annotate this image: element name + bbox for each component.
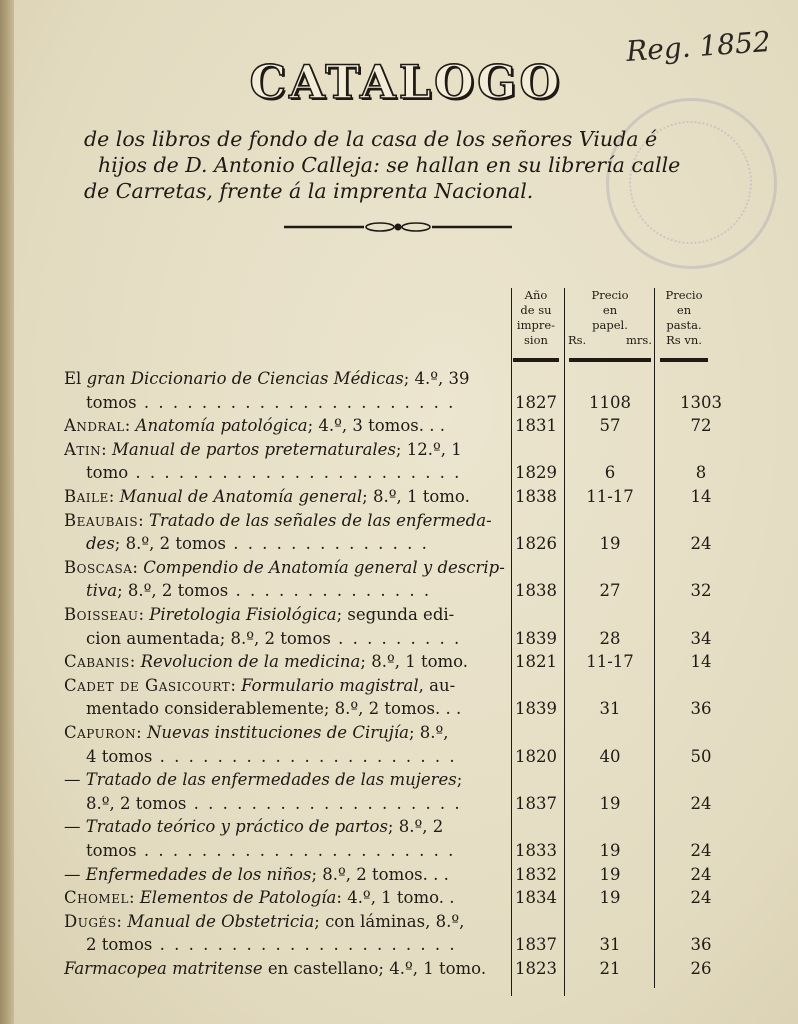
- entry-detail: ; 8.º, 2 tomos: [117, 581, 229, 601]
- entry-price-papel: 19: [599, 888, 621, 908]
- entry-year: 1838: [515, 581, 557, 601]
- entry-detail: ; con láminas, 8.º,: [314, 911, 465, 931]
- entry-text: [64, 863, 510, 886]
- entry-year: 1833: [515, 841, 557, 860]
- entry-title: Farmacopea matritense: [64, 959, 263, 978]
- entry-price-papel: 19: [599, 793, 621, 813]
- entry-text: [64, 815, 510, 838]
- entry-text: [64, 910, 510, 933]
- entry-text: [86, 697, 510, 720]
- ornament-divider-icon: [284, 220, 512, 234]
- entry-title: gran Diccionario de Ciencias Médicas: [86, 369, 404, 388]
- entry-author: Cabanis: [64, 652, 130, 672]
- entry-separator: :: [138, 605, 150, 624]
- table-row: [14, 627, 798, 650]
- entry-year: 1834: [515, 888, 557, 908]
- entry-price-papel: 19: [599, 534, 621, 554]
- entry-year: 1820: [515, 746, 557, 766]
- entry-price-pasta: 24: [690, 534, 712, 554]
- entry-detail: 2 tomos: [86, 935, 153, 955]
- entry-detail: tomos: [86, 392, 137, 412]
- entry-price-pasta: 36: [690, 699, 712, 719]
- table-row: [14, 367, 798, 390]
- entry-text: [64, 674, 510, 697]
- table-row: [14, 957, 798, 980]
- entry-year: 1832: [515, 864, 557, 884]
- entry-text: [86, 933, 510, 956]
- table-row: [14, 532, 798, 555]
- entry-price-pasta: 14: [690, 652, 712, 672]
- entry-author: Baile: [64, 487, 109, 506]
- entry-detail: ; segunda edi-: [336, 605, 455, 624]
- entry-detail: 4 tomos: [86, 746, 153, 766]
- entry-title: Tratado de las señales de las enfermeda-: [148, 510, 492, 530]
- entry-separator: :: [138, 510, 149, 530]
- entry-author: Chomel: [64, 888, 129, 908]
- entry-separator: :: [128, 888, 140, 908]
- entry-author: Dugés: [64, 911, 117, 931]
- entry-leader-dots: . . . . . . . . . . . . . . . . . . . . . . .: [128, 463, 462, 483]
- entry-detail: ; 8.º, 2: [387, 817, 444, 837]
- entry-text: [86, 461, 510, 484]
- catalog-page: [14, 0, 798, 1024]
- entry-author: El: [64, 369, 82, 388]
- entry-price-papel: 6: [604, 463, 616, 483]
- entry-title: Anatomía patológica: [135, 416, 308, 436]
- entry-text: [64, 556, 510, 579]
- table-row: [14, 650, 798, 673]
- table-row: [14, 556, 798, 579]
- entry-detail: , au-: [418, 675, 456, 695]
- header-unit: Rs.: [568, 333, 587, 347]
- entry-price-pasta: 24: [690, 864, 712, 884]
- header-unit: mrs.: [626, 333, 652, 347]
- entry-detail: ; 8.º, 2 tomos. . .: [311, 864, 449, 884]
- entry-price-pasta: 36: [690, 935, 712, 955]
- entry-text: [64, 650, 510, 673]
- entry-text: [86, 839, 510, 862]
- entry-author: —: [64, 817, 81, 837]
- entry-price-papel: 19: [599, 841, 621, 860]
- entry-leader-dots: . . . . . . . . . . . . . .: [228, 581, 432, 601]
- column-header-year: [512, 288, 560, 348]
- entry-price-papel: 31: [599, 699, 621, 719]
- entry-title: des: [86, 534, 115, 554]
- entry-text: [64, 367, 510, 390]
- entry-separator: :: [230, 675, 242, 695]
- table-row: [14, 438, 798, 461]
- entry-title: Tratado teórico y práctico de partos: [85, 817, 388, 837]
- entry-author: Cadet de Gasicourt: [64, 675, 231, 695]
- header-line: Año: [524, 288, 548, 302]
- entry-detail: ; 4.º, 39: [403, 369, 470, 388]
- entry-separator: :: [124, 416, 136, 436]
- entry-detail: ; 8.º, 2 tomos: [114, 534, 226, 554]
- entry-price-papel: 31: [599, 935, 621, 955]
- entry-author: Boisseau: [64, 605, 139, 624]
- subtitle-line: hijos de D. Antonio Calleja: se hallan en su librería calle: [98, 153, 681, 177]
- entry-detail: : 4.º, 1 tomo. .: [336, 888, 455, 908]
- entry-author: Beaubais: [64, 510, 139, 530]
- entry-title: tiva: [86, 581, 118, 601]
- entry-text: [86, 532, 510, 555]
- entry-detail: ; 8.º,: [408, 723, 449, 742]
- header-rule: [569, 358, 651, 362]
- table-row: [14, 792, 798, 815]
- entry-text: [64, 721, 510, 744]
- entry-text: [86, 627, 510, 650]
- column-header-pasta: [656, 288, 712, 348]
- subtitle-line: de los libros de fondo de la casa de los señores Viuda é: [84, 127, 658, 151]
- entry-title: Elementos de Patología: [139, 888, 337, 908]
- table-row: [14, 933, 798, 956]
- entry-year: 1839: [515, 628, 557, 648]
- header-line: en: [676, 303, 692, 317]
- table-row: [14, 910, 798, 933]
- header-line: pasta.: [666, 318, 702, 332]
- header-line: en: [602, 303, 618, 317]
- entry-price-pasta: 32: [690, 581, 712, 601]
- entry-year: 1837: [515, 935, 557, 955]
- entry-leader-dots: . . . . . . . . . . . . . . . . . . . . . .: [136, 392, 456, 412]
- entry-detail: 8.º, 2 tomos: [86, 793, 187, 813]
- entry-title: Enfermedades de los niños: [85, 864, 312, 884]
- entry-price-papel: 27: [599, 581, 621, 601]
- entry-leader-dots: . . . . . . . . . . . . . .: [225, 534, 429, 554]
- entry-price-pasta: 26: [690, 959, 712, 978]
- entry-detail: ; 8.º, 1 tomo.: [362, 487, 470, 506]
- entry-title: Manual de Obstetricia: [127, 911, 315, 931]
- entry-detail: ; 12.º, 1: [395, 439, 462, 459]
- entry-text: [64, 768, 510, 791]
- entry-price-papel: 11-17: [586, 487, 634, 506]
- subtitle: [84, 126, 744, 204]
- entry-title: Manual de partos preternaturales: [111, 439, 396, 459]
- table-row: [14, 886, 798, 909]
- entry-author: —: [64, 770, 81, 790]
- header-rule: [513, 358, 559, 362]
- entry-detail: cion aumentada; 8.º, 2 tomos: [86, 628, 331, 648]
- entry-price-papel: 28: [599, 628, 621, 648]
- entry-author: Capuron: [64, 723, 137, 742]
- entry-year: 1837: [515, 793, 557, 813]
- entry-text: [64, 414, 510, 437]
- header-line: impre-: [516, 318, 556, 332]
- entry-price-pasta: 24: [690, 841, 712, 860]
- entry-year: 1823: [515, 959, 557, 978]
- entry-leader-dots: . . . . . . . . .: [330, 628, 462, 648]
- entry-leader-dots: . . . . . . . . . . . . . . . . . . . . .: [152, 935, 457, 955]
- entry-year: 1839: [515, 699, 557, 719]
- entry-author: Andral: [64, 416, 125, 436]
- entry-detail: tomo: [86, 463, 129, 483]
- entry-title: Tratado de las enfermedades de las mujeres: [85, 770, 457, 790]
- entry-detail: mentado considerablemente; 8.º, 2 tomos. . .: [86, 699, 462, 719]
- entry-separator: :: [129, 652, 141, 672]
- book-spine: [0, 0, 14, 1024]
- entry-detail: ;: [456, 770, 463, 790]
- entry-year: 1821: [515, 652, 557, 672]
- entry-separator: :: [108, 487, 120, 506]
- entry-text: [86, 745, 510, 768]
- entry-price-pasta: 50: [690, 746, 712, 766]
- entry-title: Nuevas instituciones de Cirujía: [146, 723, 409, 742]
- entry-price-pasta: 1303: [680, 392, 722, 412]
- table-row: [14, 461, 798, 484]
- entry-text: [64, 485, 510, 508]
- header-line: Precio: [665, 288, 703, 302]
- entry-text: [86, 391, 510, 414]
- table-row: [14, 745, 798, 768]
- entry-text: [64, 438, 510, 461]
- entry-price-papel: 21: [599, 959, 621, 978]
- entry-price-pasta: 34: [690, 628, 712, 648]
- table-row: [14, 391, 798, 414]
- entry-leader-dots: . . . . . . . . . . . . . . . . . . .: [186, 793, 462, 813]
- entry-price-papel: 1108: [589, 392, 631, 412]
- table-row: [14, 721, 798, 744]
- entry-price-pasta: 14: [690, 487, 712, 506]
- entry-title: Manual de Anatomía general: [119, 487, 363, 506]
- entry-text: [64, 603, 510, 626]
- entry-price-pasta: 24: [690, 888, 712, 908]
- entry-price-papel: 40: [599, 746, 621, 766]
- header-rule: [660, 358, 708, 362]
- entry-detail: tomos: [86, 841, 137, 860]
- entry-year: 1831: [515, 416, 557, 436]
- entry-text: [64, 957, 510, 980]
- entry-price-pasta: 24: [690, 793, 712, 813]
- table-row: [14, 509, 798, 532]
- entry-author: Atin: [64, 439, 102, 459]
- header-line: papel.: [592, 318, 628, 332]
- table-row: [14, 579, 798, 602]
- entry-separator: :: [136, 723, 147, 742]
- entry-text: [64, 509, 510, 532]
- entry-price-papel: 11-17: [586, 652, 634, 672]
- table-row: [14, 839, 798, 862]
- entry-text: [86, 579, 510, 602]
- entry-leader-dots: . . . . . . . . . . . . . . . . . . . . . .: [136, 841, 456, 860]
- entry-detail: en castellano; 4.º, 1 tomo.: [262, 959, 487, 978]
- entry-title: Piretologia Fisiológica: [149, 605, 337, 624]
- entry-price-papel: 57: [599, 416, 621, 436]
- table-row: [14, 485, 798, 508]
- entry-author: Boscasa: [64, 557, 133, 577]
- table-row: [14, 863, 798, 886]
- subtitle-line: de Carretas, frente á la imprenta Nacional.: [84, 179, 534, 203]
- entry-year: 1838: [515, 487, 557, 506]
- header-units: [568, 333, 652, 348]
- entry-title: Revolucion de la medicina: [140, 652, 361, 672]
- entry-detail: ; 4.º, 3 tomos. . .: [307, 416, 445, 436]
- header-line: de su: [520, 303, 552, 317]
- entry-year: 1827: [515, 392, 557, 412]
- entry-price-papel: 19: [599, 864, 621, 884]
- entry-title: Formulario magistral: [241, 675, 419, 695]
- table-row: [14, 697, 798, 720]
- table-row: [14, 815, 798, 838]
- entry-author: —: [64, 864, 81, 884]
- table-row: [14, 768, 798, 791]
- entry-price-pasta: 72: [690, 416, 712, 436]
- entry-detail: ; 8.º, 1 tomo.: [360, 652, 469, 672]
- entry-year: 1826: [515, 534, 557, 554]
- header-line: Precio: [591, 288, 629, 302]
- entry-year: 1829: [515, 463, 557, 483]
- handwritten-note: Reg. 1852: [625, 24, 772, 69]
- entry-text: [86, 792, 510, 815]
- entry-title: Compendio de Anatomía general y descrip-: [143, 557, 505, 577]
- header-line: Rs vn.: [666, 333, 702, 347]
- table-row: [14, 674, 798, 697]
- entry-text: [64, 886, 510, 909]
- table-row: [14, 414, 798, 437]
- column-header-papel: [568, 288, 652, 348]
- header-line: sion: [524, 333, 548, 347]
- entry-price-pasta: 8: [695, 463, 707, 483]
- page-title: CATALOGO: [249, 55, 563, 109]
- table-row: [14, 603, 798, 626]
- entry-separator: :: [132, 557, 144, 577]
- entry-separator: :: [101, 439, 112, 459]
- entry-leader-dots: . . . . . . . . . . . . . . . . . . . . .: [152, 746, 457, 766]
- entry-separator: :: [116, 911, 128, 931]
